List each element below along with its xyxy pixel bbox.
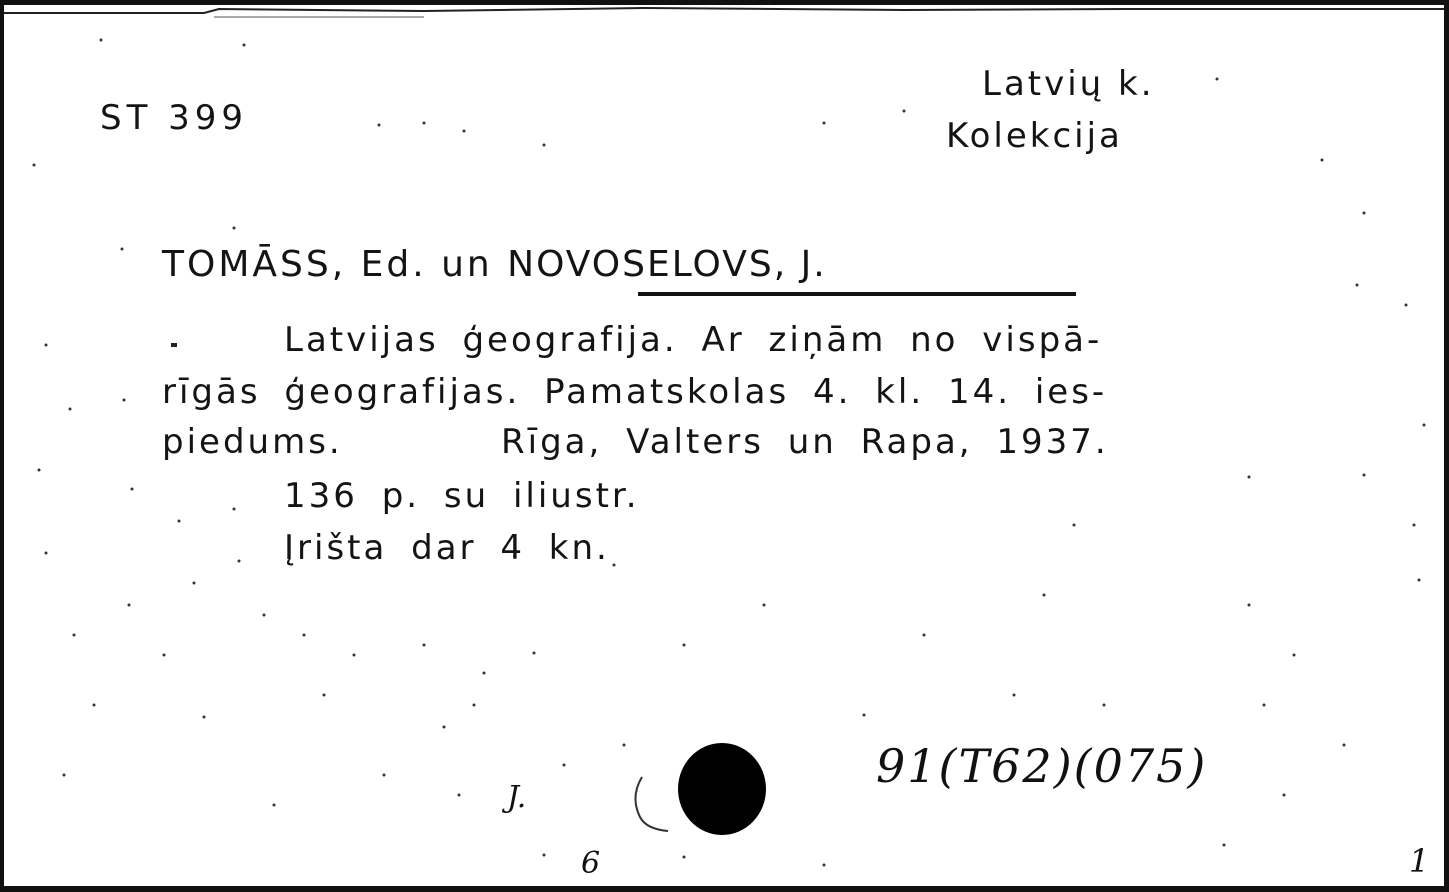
heading-coauthor: NOVOSELOVS, J. [507,244,827,285]
collation: 136 p. su iliustr. [284,476,640,516]
location-line-2: Kolekcija [946,116,1123,156]
title-line-1: Latvijas ģeografija. Ar ziņām no vispā- [284,320,1103,360]
handwritten-mark-corner: 1 [1409,842,1430,880]
heading-author: TOMĀSS, Ed. un [162,244,508,285]
call-number: ST 399 [100,98,249,138]
location-line-1: Latvių k. [982,64,1155,104]
title-line-2: rīgās ģeografijas. Pamatskolas 4. kl. 14. ies- [162,372,1108,412]
handwritten-mark-left: J. [507,780,527,815]
handwritten-mark-bottom: 6 [581,846,601,881]
punch-hole [678,743,766,835]
title-line-3: piedums. [162,422,343,462]
punch-hole-arc [624,773,684,833]
handwritten-classmark: 91(T62)(075) [876,739,1208,793]
indent-mark [171,343,177,347]
imprint: Rīga, Valters un Rapa, 1937. [501,422,1109,462]
heading-underline [638,292,1076,296]
author-heading [162,244,827,285]
binding-note: Įrišta dar 4 kn. [284,528,610,568]
